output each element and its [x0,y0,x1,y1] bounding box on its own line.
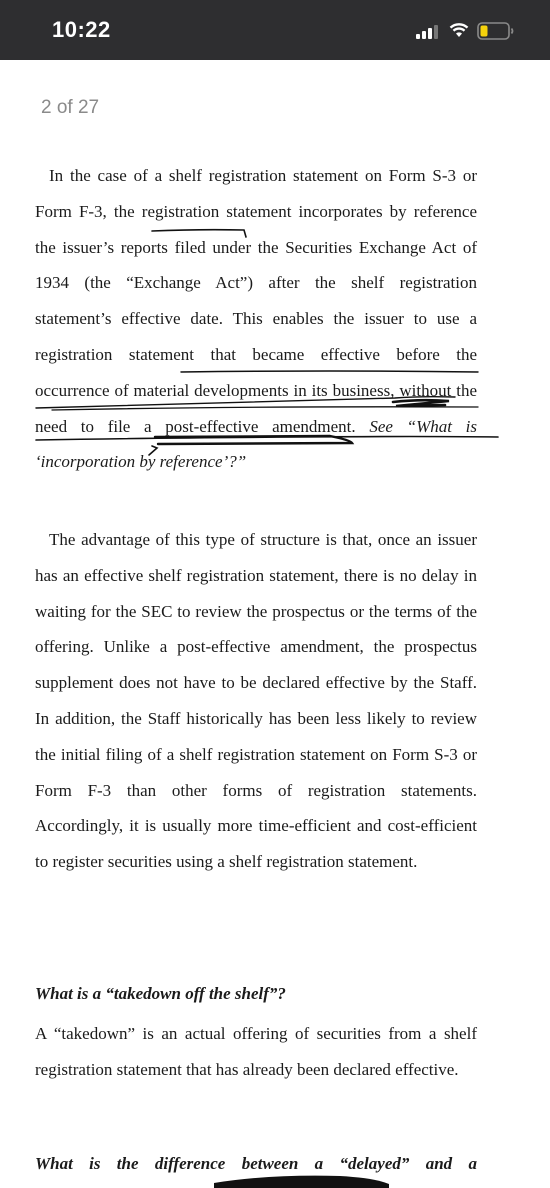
status-time: 10:22 [52,17,111,42]
see-reference-link[interactable]: See “What is ‘incorporation by reference’?” [35,416,477,472]
signal-icon [416,25,438,39]
paragraph-1-text: In the case of a shelf registration statement on Form S-3 or Form F-3, the registration statement incorporates by reference the issuer’s reports filed under the Securities Exchange Act of 1934 (the “Exchange Act”) after the shelf registration statement’s effective date. This enables the issuer to use a registration statement that became effective before the occurrence of material developments in its business, without the need to file a post-effective amendment. [35,166,477,436]
paragraph-2 [35,522,477,880]
battery-icon [477,22,515,40]
section-heading-delayed: What is the difference between a “delayed” and a [35,1154,477,1173]
page-indicator: 2 of 27 [41,97,100,118]
wifi-icon [449,22,469,38]
paragraph-3: A “takedown” is an actual offering of securities from a shelf registration statement that has already been declared effective. [35,1024,477,1079]
redaction-heading-2 [214,1176,389,1188]
status-bar [0,0,550,60]
paragraph-2-text: The advantage of this type of structure is that, once an issuer has an effective shelf registration statement, there is no delay in waiting for the SEC to review the prospectus or the terms of the offering. Unlike a post-effective amendment, the prospectus supplement does not have to be declared effective by the Staff. In addition, the Staff historically has been less likely to review the initial filing of a shelf registration statement on Form S-3 or Form F-3 than other forms of registration statements. Accordingly, it is usually more time-efficient and cost-efficient to register securities using a shelf registration statement. [35,530,477,872]
paragraph-1 [35,158,477,480]
section-heading-takedown: What is a “takedown off the shelf”? [35,984,286,1003]
